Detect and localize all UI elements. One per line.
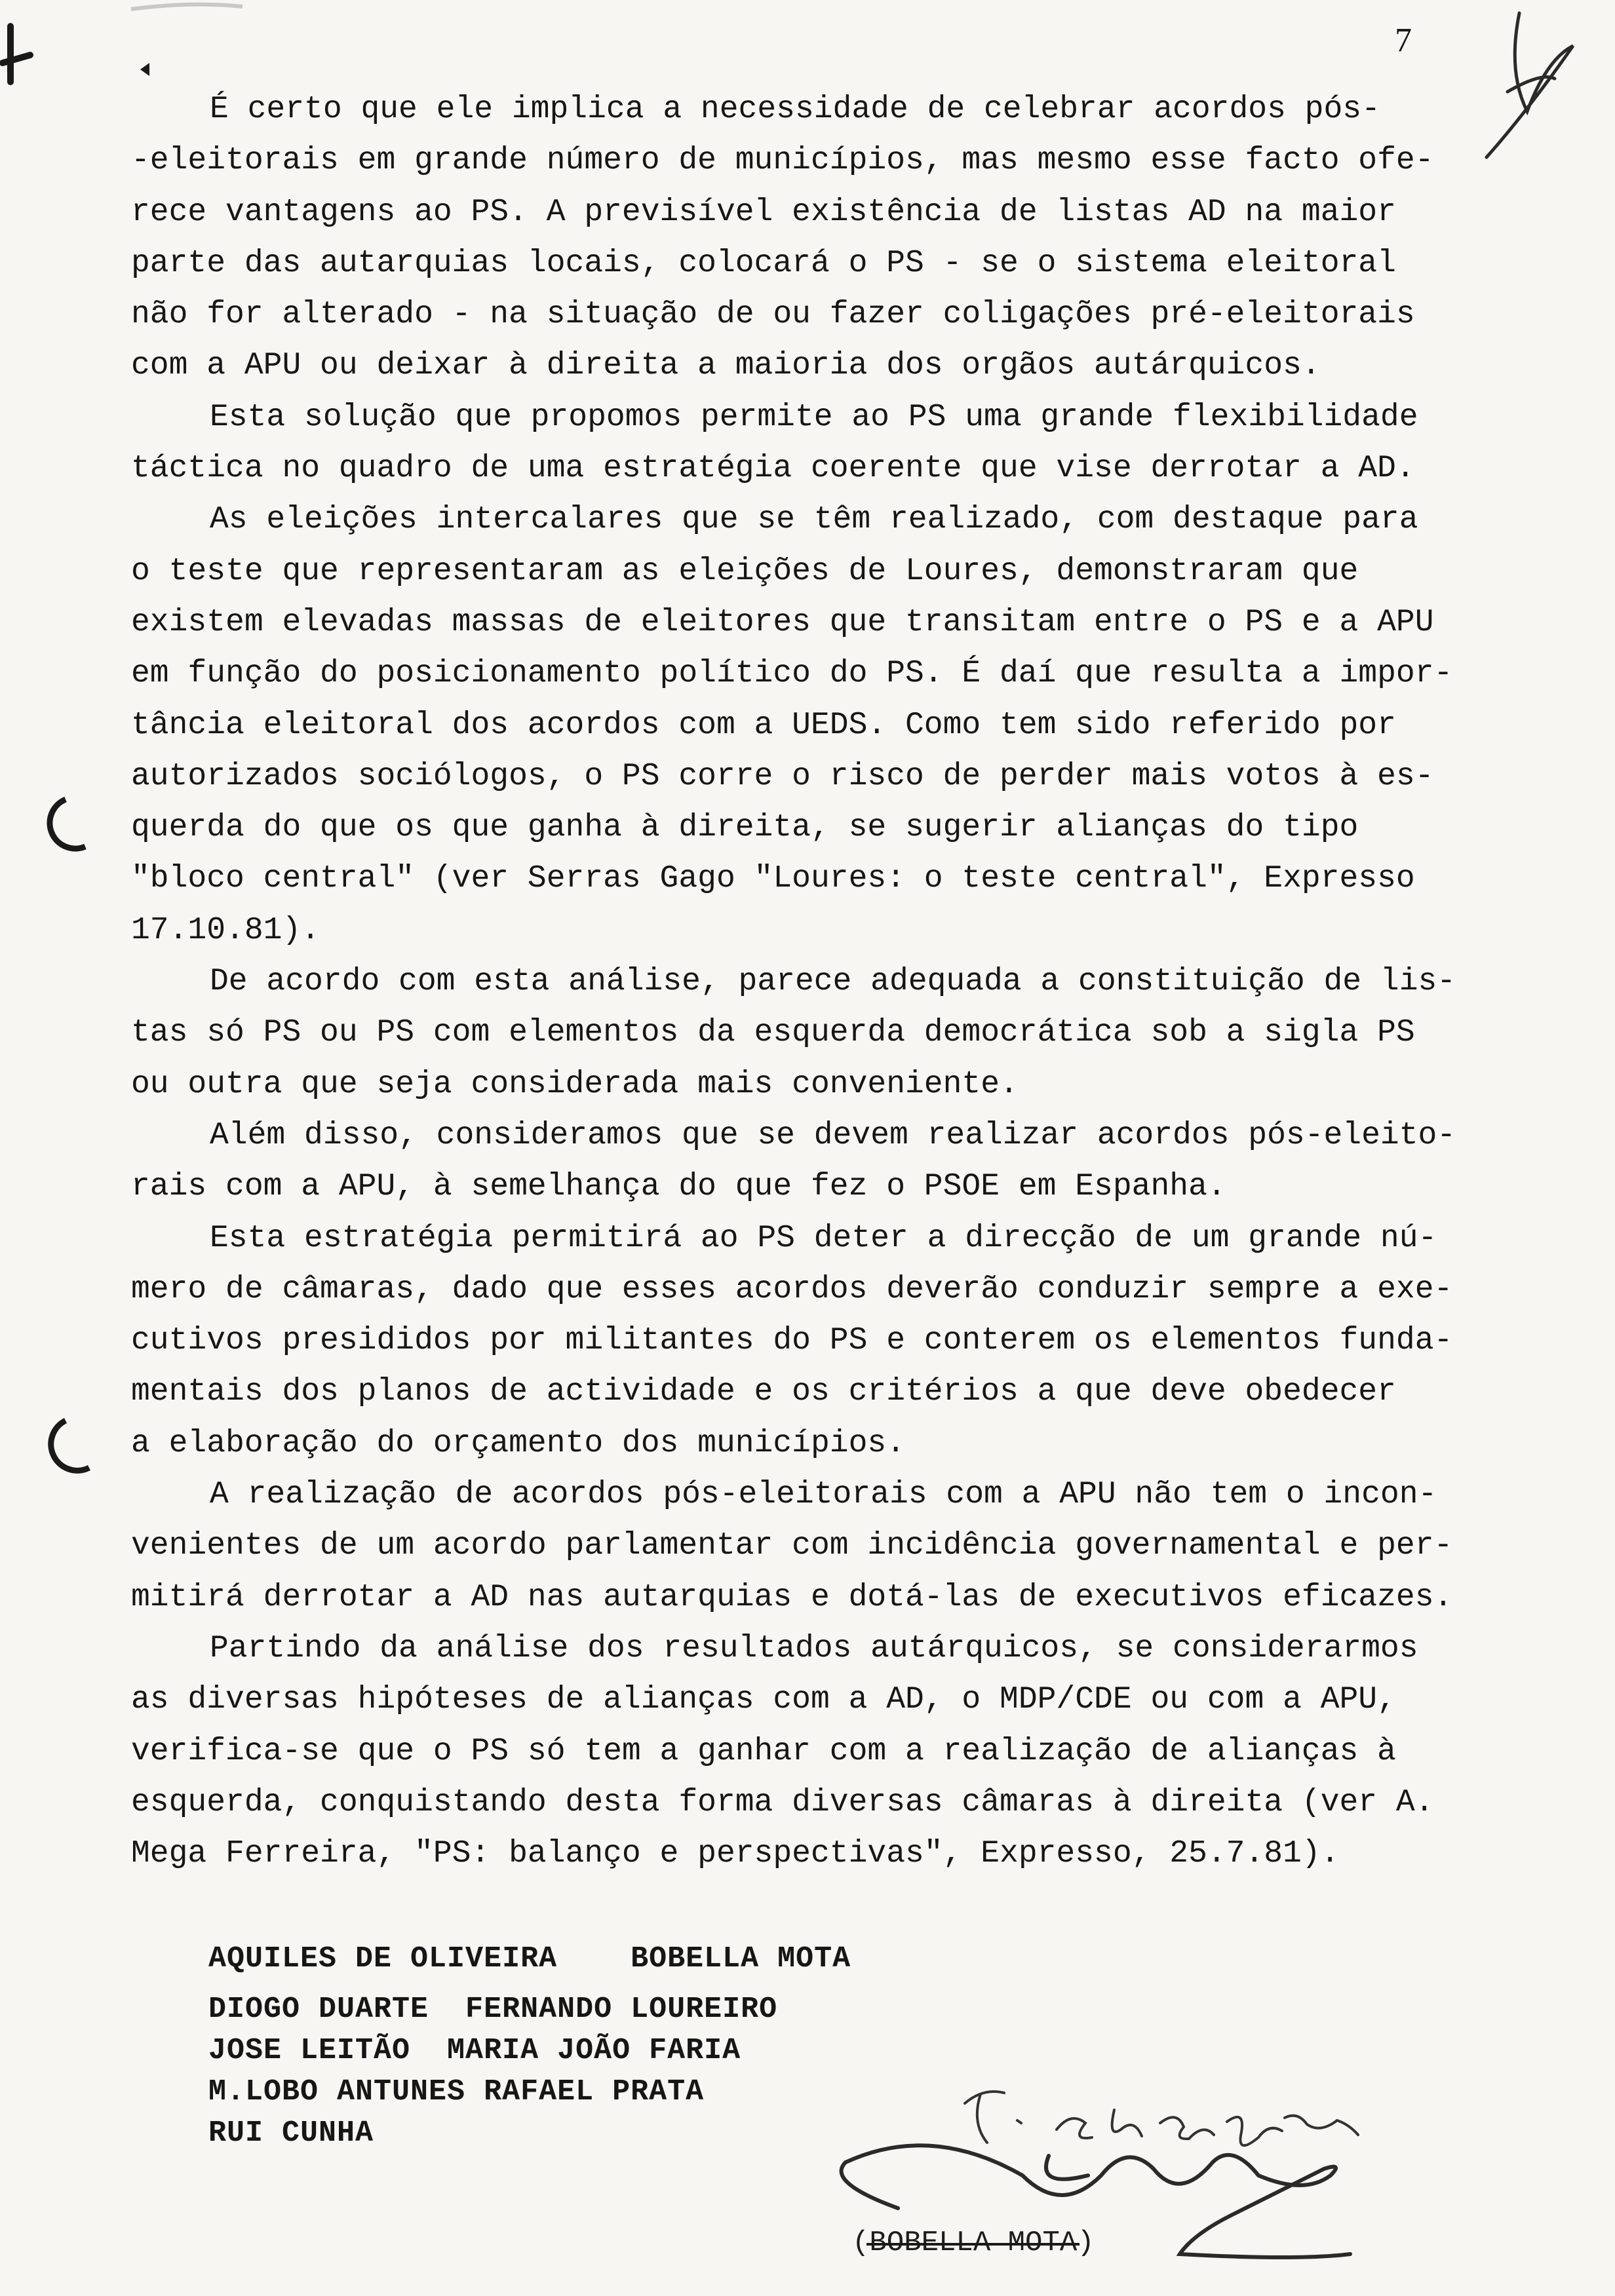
body-line: com a APU ou deixar à direita a maioria dos orgãos autárquicos. [131,348,1321,384]
body-line: "bloco central" (ver Serras Gago "Loures: o teste central", Expresso [131,861,1415,897]
body-line: o teste que representaram as eleições de Loures, demonstraram que [131,553,1359,589]
body-line: ou outra que seja considerada mais conveniente. [131,1066,1019,1102]
body-line: 17.10.81). [131,912,321,948]
body-line: Esta solução que propomos permite ao PS uma grande flexibilidade [210,399,1418,435]
signatory-row: AQUILES DE OLIVEIRA BOBELLA MOTA [208,1942,851,1976]
page-number: 7 [1395,22,1412,59]
body-line: rais com a APU, à semelhança do que fez o PSOE em Espanha. [131,1169,1226,1205]
body-line: tância eleitoral dos acordos com a UEDS. Como tem sido referido por [131,707,1396,743]
body-line: parte das autarquias locais, colocará o PS - se o sistema eleitoral [131,245,1396,281]
body-line: autorizados sociólogos, o PS corre o risco de perder mais votos à es- [131,758,1434,794]
caption-name: BOBELLA MOTA [869,2227,1078,2259]
body-line: Além disso, consideramos que se devem realizar acordos pós-eleito- [210,1117,1456,1153]
body-line: em função do posicionamento político do PS. É daí que resulta a impor- [131,656,1453,692]
body-line: É certo que ele implica a necessidade de celebrar acordos pós- [210,92,1380,127]
body-line: as diversas hipóteses de alianças com a AD, o MDP/CDE ou com a APU, [131,1682,1396,1718]
body-line: De acordo com esta análise, parece adequada a constituição de lis- [210,964,1456,1000]
body-line: mentais dos planos de actividade e os critérios a que deve obedecer [131,1374,1396,1410]
body-line: venientes de um acordo parlamentar com incidência governamental e per- [131,1528,1453,1564]
body-line: a elaboração do orçamento dos municípios. [131,1425,905,1461]
handwritten-signature [842,2145,1350,2257]
body-line: verifica-se que o PS só tem a ganhar com a realização de alianças à [131,1733,1396,1769]
signatory-row: RUI CUNHA [208,2116,374,2150]
body-line: mero de câmaras, dado que esses acordos deverão conduzir sempre a exe- [131,1271,1453,1307]
scan-smudge [131,5,243,9]
body-line: não for alterado - na situação de ou fazer coligações pré-eleitorais [131,297,1415,333]
body-line: mitirá derrotar a AD nas autarquias e dotá-las de executivos eficazes. [131,1579,1453,1615]
body-line: rece vantagens ao PS. A previsível existência de listas AD na maior [131,194,1396,230]
caption-close-paren: ) [1077,2227,1095,2259]
body-line: cutivos presididos por militantes do PS e conterem os elementos funda- [131,1323,1453,1359]
punch-hole-mark [50,799,85,849]
body-line: existem elevadas massas de eleitores que transitam entre o PS e a APU [131,604,1434,640]
body-line: querda do que os que ganha à direita, se sugerir alianças do tipo [131,810,1359,846]
binding-mark [3,26,30,82]
body-line: As eleições intercalares que se têm realizado, com destaque para [210,502,1418,538]
caption-open-paren: ( [852,2227,870,2259]
signatory-row: M.LOBO ANTUNES RAFAEL PRATA [208,2075,705,2109]
body-line: A realização de acordos pós-eleitorais com a APU não tem o incon- [210,1477,1437,1513]
signatory-row: JOSE LEITÃO MARIA JOÃO FARIA [208,2034,741,2067]
body-line: -eleitorais em grande número de municípios, mas mesmo esse facto ofe- [131,143,1434,179]
handwritten-initial [1487,13,1573,157]
body-line: táctica no quadro de uma estratégia coerente que vise derrotar a AD. [131,451,1415,487]
body-line: tas só PS ou PS com elementos da esquerda democrática sob a sigla PS [131,1015,1415,1051]
punch-hole-mark [51,1421,89,1470]
small-arrow-mark [140,63,149,76]
signatory-row: DIOGO DUARTE FERNANDO LOUREIRO [208,1993,778,2026]
body-line: Mega Ferreira, "PS: balanço e perspectivas", Expresso, 25.7.81). [131,1836,1340,1872]
body-line: Esta estratégia permitirá ao PS deter a direcção de um grande nú- [210,1220,1437,1256]
handwritten-note [965,2092,1358,2145]
body-line: esquerda, conquistando desta forma diversas câmaras à direita (ver A. [131,1784,1434,1820]
body-line: Partindo da análise dos resultados autárquicos, se considerarmos [210,1630,1418,1666]
